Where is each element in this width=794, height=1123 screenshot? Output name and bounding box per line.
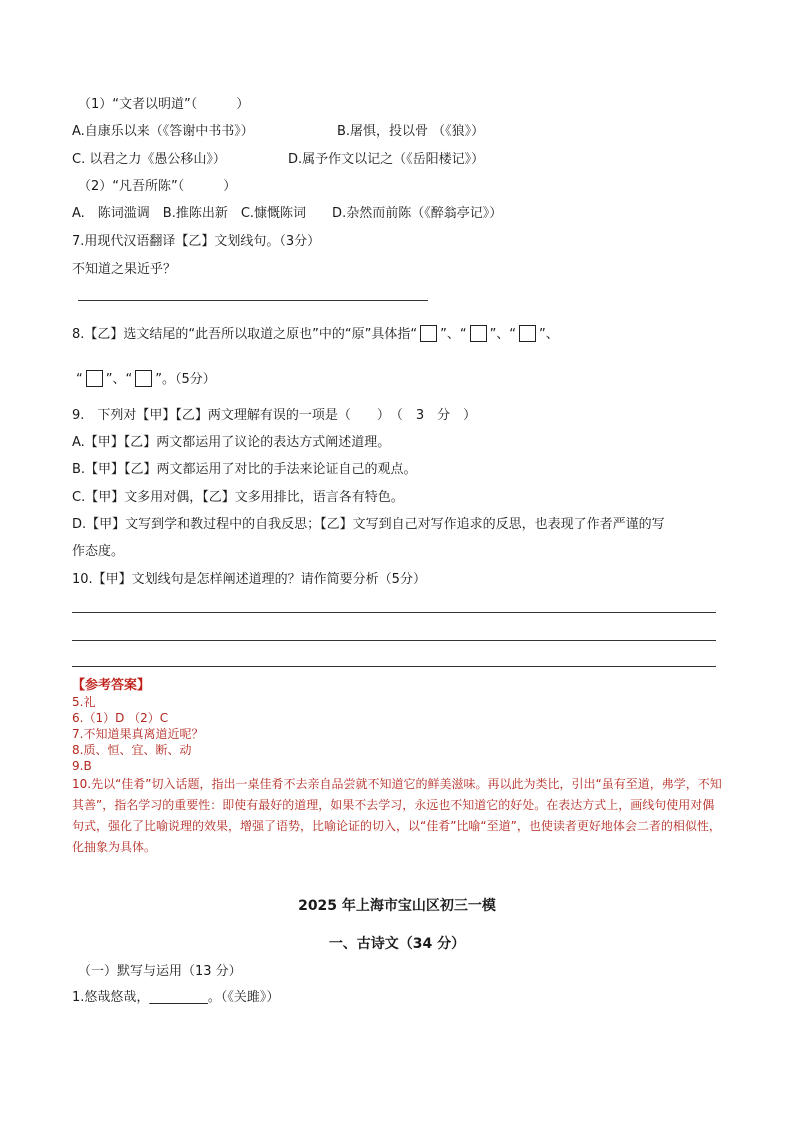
q8-line2-sep: ”、“ xyxy=(105,372,133,387)
q7-sentence: 不知道之果近乎？ xyxy=(72,262,177,277)
q8-text: 8.【乙】选文结尾的“此吾所以取道之原也”中的“原”具体指“ xyxy=(72,327,418,342)
q10-prompt: 10.【甲】文划线句是怎样阐述道理的？请作简要分析（5分） xyxy=(72,572,426,587)
answer-10: 10.先以“佳肴”切入话题，指出一桌佳肴不去亲自品尝就不知道它的鲜美滋味。再以此为类比，引出“虽有至道，弗学，不知其善”，指名学习的重要性：即使有最好的道理，如果不去学习，永远也不知道它的好处。在表达方式上，画线句使用对偶句式，强化了比喻说理的效果，增强了语势，比喻论证的切入，以“佳肴”比喻“至道”，也使读者更好地体会二者的相似性，化抽象为具体。 xyxy=(72,777,722,854)
answer-9: 9.B xyxy=(72,759,92,773)
q6-sub1-option-c: C. 以君之力《愚公移山》） xyxy=(72,152,226,167)
q10-answer-line-3 xyxy=(72,666,716,667)
q9-option-d: D.【甲】文写到学和教过程中的自我反思；【乙】文写到自己对写作追求的反思，也表现了作者严谨的写 xyxy=(72,517,665,532)
answer-7: 7.不知道果真离道近呢？ xyxy=(72,727,204,741)
q8-line2-end: ”。（5分） xyxy=(155,372,216,387)
section-title: 一、古诗文（34 分） xyxy=(328,936,466,952)
answer-key xyxy=(72,678,722,858)
q6-sub1-option-d: D.属予作文以记之（《岳阳楼记》） xyxy=(288,152,485,167)
q9-option-a: A.【甲】【乙】两文都运用了议论的表达方式阐述道理。 xyxy=(72,435,391,450)
q9-option-c: C.【甲】文多用对偶，【乙】文多用排比，语言各有特色。 xyxy=(72,490,404,505)
answer-heading: 【参考答案】 xyxy=(72,678,151,693)
answer-6: 6.（1）D （2）C xyxy=(72,711,169,725)
q9-prompt: 9. 下列对【甲】【乙】两文理解有误的一项是（ ） （ 3 分 ） xyxy=(72,408,477,423)
q7-answer-line xyxy=(78,300,428,301)
q8-line2 xyxy=(76,370,216,389)
q7-prompt: 7.用现代汉语翻译【乙】文划线句。（3分） xyxy=(72,234,321,249)
q8-answer-box-3[interactable] xyxy=(519,325,536,342)
q9-option-d-cont: 作态度。 xyxy=(72,544,125,559)
q9-option-b: B.【甲】【乙】两文都运用了对比的手法来论证自己的观点。 xyxy=(72,462,417,477)
q10-answer-line-1 xyxy=(72,612,716,613)
q6-sub1: （1）“文者以明道”（ ） xyxy=(78,97,250,112)
question-1: 1.悠哉悠哉，_________。（《关雎》） xyxy=(72,990,280,1005)
answer-5: 5.礼 xyxy=(72,695,96,709)
q8-sep-1: ”、“ xyxy=(440,327,467,342)
q10-answer-line-2 xyxy=(72,640,716,641)
q8-line2-open: “ xyxy=(76,372,83,387)
q8-answer-box-1[interactable] xyxy=(420,325,437,342)
answer-8: 8.质、恒、宜、断、动 xyxy=(72,743,192,757)
q8-line1 xyxy=(72,325,559,344)
q8-sep-2: ”、“ xyxy=(489,327,517,342)
q8-answer-box-4[interactable] xyxy=(86,370,103,387)
q8-sep-3: ”、 xyxy=(539,327,559,342)
q6-sub2-options: A. 陈词滥调 B.推陈出新 C.慷慨陈词 D.杂然而前陈（《醉翁亭记》） xyxy=(72,206,503,221)
q8-answer-box-2[interactable] xyxy=(470,325,487,342)
q8-answer-box-5[interactable] xyxy=(135,370,152,387)
q6-sub1-option-b: B.屠惧，投以骨 （《狼》） xyxy=(337,124,485,139)
subsection-title: （一）默写与运用（13 分） xyxy=(78,964,242,979)
exam-title: 2025 年上海市宝山区初三一模 xyxy=(298,898,496,914)
q6-sub1-option-a: A.自康乐以来（《答谢中书书》） xyxy=(72,124,254,139)
q6-sub2: （2）“凡吾所陈”（ ） xyxy=(78,179,237,194)
